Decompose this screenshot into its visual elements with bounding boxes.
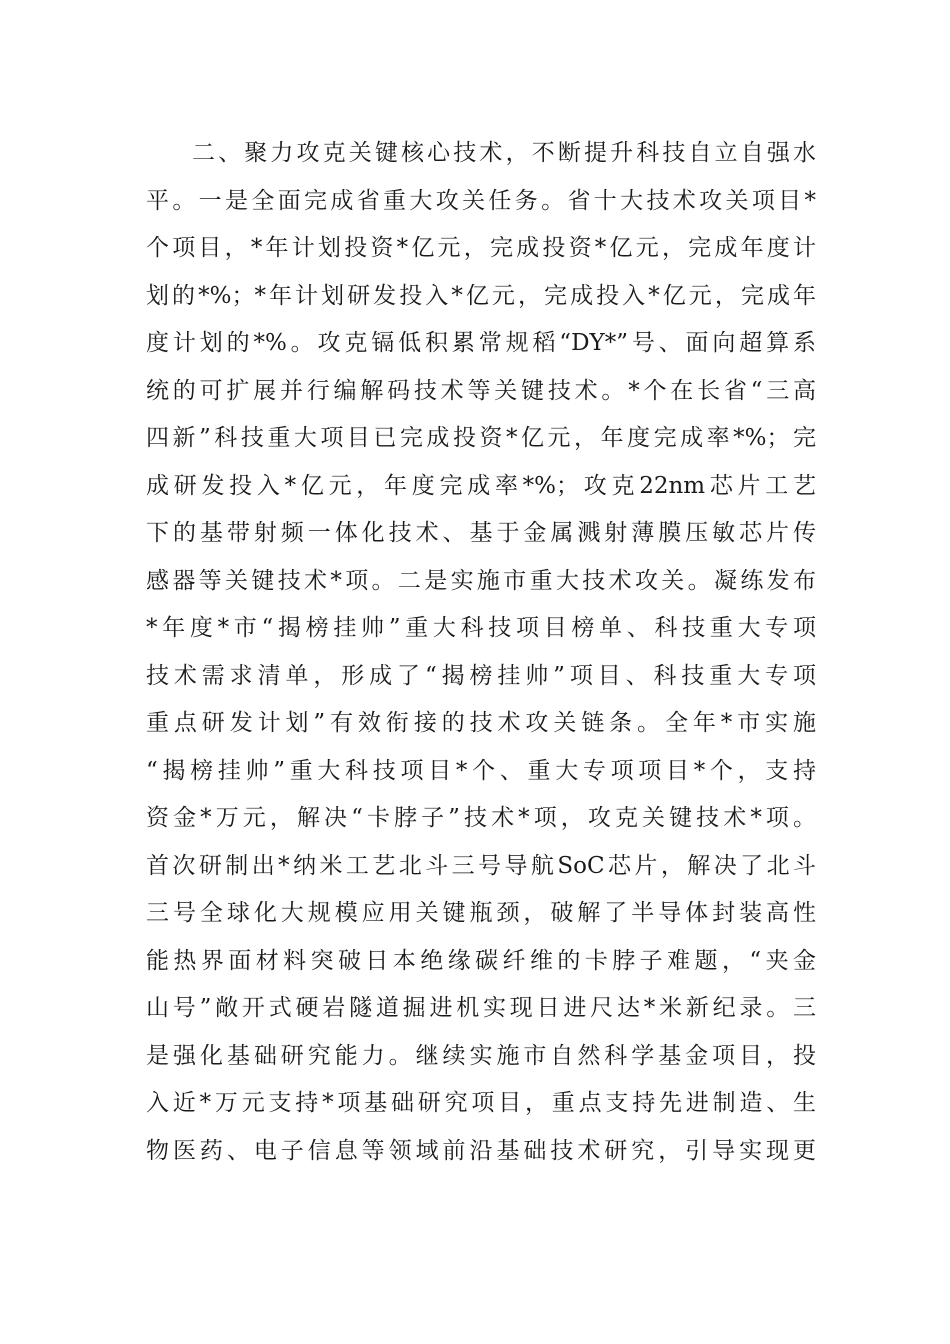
text-line: 统的可扩展并行编解码技术等关键技术。*个在长省“三高 [146,377,816,404]
body-paragraph [146,130,816,1175]
text-line: 物医药、电子信息等领域前沿基础技术研究，引导实现更 [146,1137,816,1164]
text-line: 平。一是全面完成省重大攻关任务。省十大技术攻关项目* [146,187,816,214]
text-line: 个项目，*年计划投资*亿元，完成投资*亿元，完成年度计 [146,235,816,261]
text-line: 首次研制出*纳米工艺北斗三号导航SoC芯片，解决了北斗 [146,852,816,879]
text-line: 是强化基础研究能力。继续实施市自然科学基金项目，投 [146,1042,816,1069]
text-line: 能热界面材料突破日本绝缘碳纤维的卡脖子难题，“夹金 [146,947,816,974]
text-line: 划的*%；*年计划研发投入*亿元，完成投入*亿元，完成年 [146,282,816,309]
text-line: “揭榜挂帅”重大科技项目*个、重大专项项目*个，支持 [146,757,816,784]
text-line: 成研发投入*亿元，年度完成率*%；攻克22nm芯片工艺 [146,472,816,499]
text-line: 入近*万元支持*项基础研究项目，重点支持先进制造、生 [146,1090,816,1116]
text-line: 四新”科技重大项目已完成投资*亿元，年度完成率*%；完 [146,425,816,451]
text-line: *年度*市“揭榜挂帅”重大科技项目榜单、科技重大专项 [146,615,816,641]
text-line: 资金*万元，解决“卡脖子”技术*项，攻克关键技术*项。 [146,805,816,831]
text-line: 山号”敞开式硬岩隧道掘进机实现日进尺达*米新纪录。三 [146,995,816,1021]
text-line: 下的基带射频一体化技术、基于金属溅射薄膜压敏芯片传 [146,520,816,546]
text-line: 度计划的*%。攻克镉低积累常规稻“DY*”号、面向超算系 [146,330,816,356]
text-line: 三号全球化大规模应用关键瓶颈，破解了半导体封装高性 [146,900,816,926]
text-line: 感器等关键技术*项。二是实施市重大技术攻关。凝练发布 [146,567,816,594]
text-line: 二、聚力攻克关键核心技术，不断提升科技自立自强水 [192,140,816,166]
text-line: 技术需求清单，形成了“揭榜挂帅”项目、科技重大专项 [146,662,816,689]
text-line: 重点研发计划”有效衔接的技术攻关链条。全年*市实施 [146,710,816,736]
